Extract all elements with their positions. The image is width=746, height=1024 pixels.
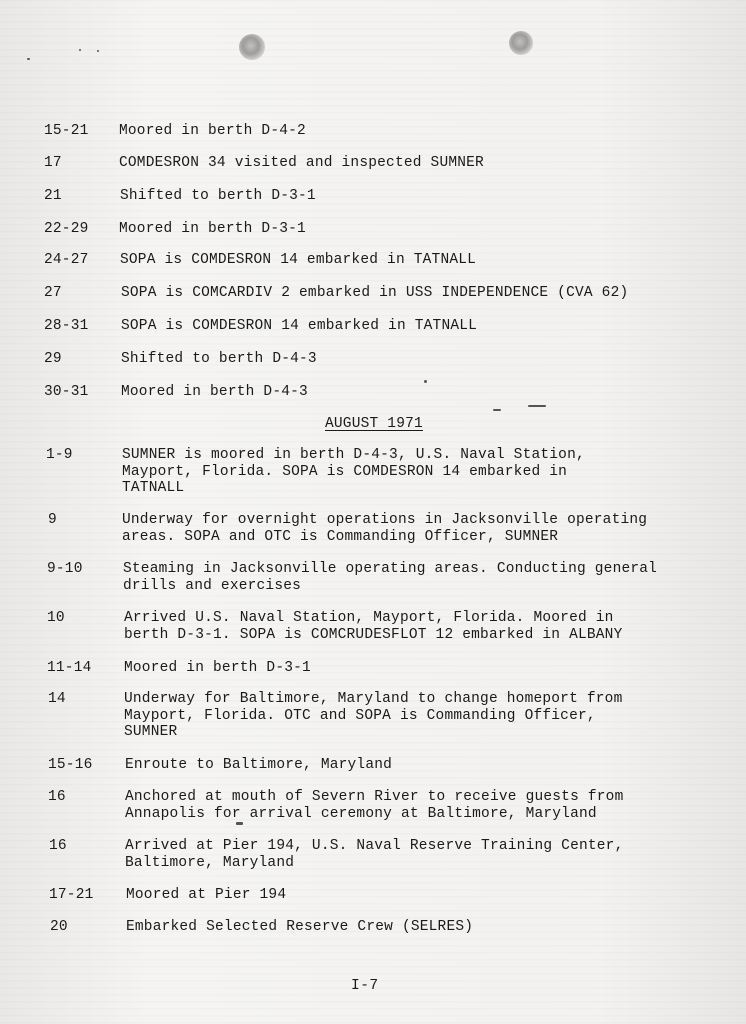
speck <box>528 405 546 407</box>
entry-text: Moored in berth D-3-1 <box>124 660 311 676</box>
entry-date: 9-10 <box>47 561 83 577</box>
entry-text: Steaming in Jacksonville operating areas. Conducting general drills and exercises <box>123 561 658 594</box>
entry-text: Underway for Baltimore, Maryland to change homeport from Mayport, Florida. OTC and SOPA is Commanding Officer, SUMNER <box>124 691 623 740</box>
entry-date: 29 <box>44 351 62 367</box>
speck <box>236 822 243 825</box>
entry-date: 9 <box>48 512 57 528</box>
entry-text: COMDESRON 34 visited and inspected SUMNER <box>119 155 484 171</box>
entry-date: 1-9 <box>46 447 73 463</box>
entry-text: SUMNER is moored in berth D-4-3, U.S. Naval Station, Mayport, Florida. SOPA is COMDESRON 14 embarked in TATNALL <box>122 447 585 496</box>
entry-text: Embarked Selected Reserve Crew (SELRES) <box>126 919 474 935</box>
punch-hole-right <box>509 31 533 55</box>
entry-date: 11-14 <box>47 660 92 676</box>
entry-date: 17-21 <box>49 887 94 903</box>
punch-hole-left <box>239 34 265 60</box>
entry-date: 16 <box>48 789 66 805</box>
entry-text: Arrived U.S. Naval Station, Mayport, Florida. Moored in berth D-3-1. SOPA is COMCRUDESFLOT 12 embarked in ALBANY <box>124 610 623 643</box>
entry-text: SOPA is COMCARDIV 2 embarked in USS INDEPENDENCE (CVA 62) <box>121 285 629 301</box>
entry-date: 28-31 <box>44 318 89 334</box>
entry-text: Moored in berth D-4-3 <box>121 384 308 400</box>
entry-date: 20 <box>50 919 68 935</box>
entry-text: Shifted to berth D-3-1 <box>120 188 316 204</box>
entry-date: 10 <box>47 610 65 626</box>
entry-date: 15-21 <box>44 123 89 139</box>
speck <box>97 50 99 52</box>
entry-text: Moored in berth D-3-1 <box>119 221 306 237</box>
entry-date: 17 <box>44 155 62 171</box>
entry-date: 22-29 <box>44 221 89 237</box>
entry-date: 21 <box>44 188 62 204</box>
speck <box>493 409 501 411</box>
entry-date: 24-27 <box>44 252 89 268</box>
speck <box>424 380 427 383</box>
section-heading: AUGUST 1971 <box>325 416 423 432</box>
entry-date: 30-31 <box>44 384 89 400</box>
speck <box>27 58 30 60</box>
entry-date: 15-16 <box>48 757 93 773</box>
entry-date: 16 <box>49 838 67 854</box>
entry-text: Moored in berth D-4-2 <box>119 123 306 139</box>
entry-text: Moored at Pier 194 <box>126 887 287 903</box>
entry-text: Underway for overnight operations in Jacksonville operating areas. SOPA and OTC is Commanding Officer, SUMNER <box>122 512 648 545</box>
entry-text: Enroute to Baltimore, Maryland <box>125 757 393 773</box>
entry-date: 14 <box>48 691 66 707</box>
entry-text: Shifted to berth D-4-3 <box>121 351 317 367</box>
page-number: I-7 <box>351 978 379 994</box>
entry-date: 27 <box>44 285 62 301</box>
entry-text: Arrived at Pier 194, U.S. Naval Reserve Training Center, Baltimore, Maryland <box>125 838 624 871</box>
entry-text: SOPA is COMDESRON 14 embarked in TATNALL <box>121 318 478 334</box>
speck <box>79 49 81 51</box>
entry-text: Anchored at mouth of Severn River to receive guests from Annapolis for arrival ceremony at Baltimore, Maryland <box>125 789 624 822</box>
entry-text: SOPA is COMDESRON 14 embarked in TATNALL <box>120 252 477 268</box>
